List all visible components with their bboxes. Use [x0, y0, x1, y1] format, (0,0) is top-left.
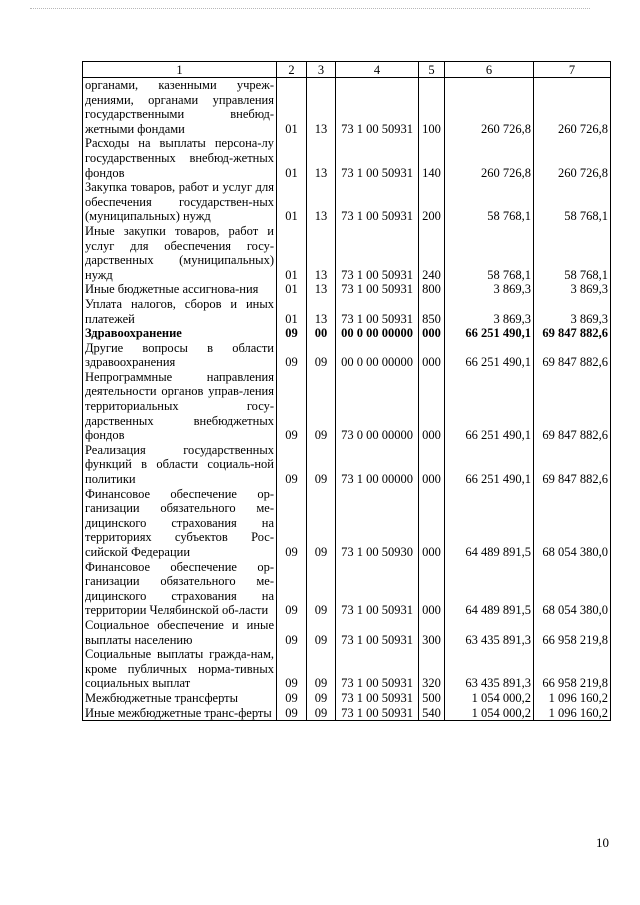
expense-type-cell: 000 — [419, 370, 445, 443]
table-row — [83, 487, 611, 560]
subsection-code-cell: 13 — [307, 297, 336, 326]
amount-year-2-cell: 58 768,1 — [534, 224, 611, 282]
expense-type-cell: 200 — [419, 180, 445, 224]
section-code-cell: 01 — [277, 297, 307, 326]
target-article-cell: 73 1 00 50931 — [336, 297, 419, 326]
table-row — [83, 180, 611, 224]
expense-type-cell: 800 — [419, 282, 445, 297]
row-name-cell: Здравоохранение — [83, 326, 277, 341]
row-name-cell: Другие вопросы в области здравоохранения — [83, 341, 277, 370]
row-name-cell: Социальные выплаты гражда-нам, кроме публичных норма-тивных социальных выплат — [83, 647, 277, 691]
subsection-code-cell: 09 — [307, 691, 336, 706]
table-header-row — [83, 62, 611, 78]
target-article-cell: 73 1 00 00000 — [336, 443, 419, 487]
column-header-4: 4 — [336, 62, 419, 78]
subsection-code-cell: 09 — [307, 487, 336, 560]
section-code-cell: 09 — [277, 647, 307, 691]
table-row — [83, 282, 611, 297]
row-name-cell: Непрограммные направления деятельности органов управ-ления территориальных госу-дарственных внебюджетных фондов — [83, 370, 277, 443]
target-article-cell: 73 0 00 00000 — [336, 370, 419, 443]
amount-year-1-cell: 66 251 490,1 — [445, 443, 534, 487]
table-row — [83, 297, 611, 326]
subsection-code-cell: 00 — [307, 326, 336, 341]
expense-type-cell: 000 — [419, 487, 445, 560]
table-body — [83, 78, 611, 721]
target-article-cell: 73 1 00 50930 — [336, 487, 419, 560]
amount-year-2-cell: 69 847 882,6 — [534, 341, 611, 370]
amount-year-1-cell: 64 489 891,5 — [445, 560, 534, 618]
subsection-code-cell: 09 — [307, 341, 336, 370]
amount-year-2-cell: 260 726,8 — [534, 78, 611, 137]
amount-year-2-cell: 1 096 160,2 — [534, 691, 611, 706]
target-article-cell: 00 0 00 00000 — [336, 341, 419, 370]
section-code-cell: 09 — [277, 341, 307, 370]
amount-year-1-cell: 66 251 490,1 — [445, 326, 534, 341]
amount-year-2-cell: 69 847 882,6 — [534, 443, 611, 487]
section-code-cell: 01 — [277, 282, 307, 297]
amount-year-1-cell: 1 054 000,2 — [445, 691, 534, 706]
subsection-code-cell: 09 — [307, 706, 336, 721]
amount-year-1-cell: 260 726,8 — [445, 136, 534, 180]
subsection-code-cell: 13 — [307, 224, 336, 282]
table-row — [83, 647, 611, 691]
expense-type-cell: 540 — [419, 706, 445, 721]
amount-year-2-cell: 69 847 882,6 — [534, 370, 611, 443]
column-header-5: 5 — [419, 62, 445, 78]
amount-year-1-cell: 64 489 891,5 — [445, 487, 534, 560]
row-name-cell: Иные закупки товаров, работ и услуг для обеспечения госу-дарственных (муниципальных) нужд — [83, 224, 277, 282]
subsection-code-cell: 09 — [307, 560, 336, 618]
section-code-cell: 09 — [277, 618, 307, 647]
row-name-cell: Расходы на выплаты персона-лу государственных внебюд-жетных фондов — [83, 136, 277, 180]
table-row — [83, 224, 611, 282]
scan-artifact-line — [30, 8, 590, 12]
target-article-cell: 73 1 00 50931 — [336, 691, 419, 706]
subsection-code-cell: 09 — [307, 647, 336, 691]
amount-year-2-cell: 68 054 380,0 — [534, 560, 611, 618]
expense-type-cell: 000 — [419, 326, 445, 341]
page-number: 10 — [596, 835, 609, 850]
amount-year-2-cell: 260 726,8 — [534, 136, 611, 180]
expense-type-cell: 000 — [419, 341, 445, 370]
column-header-6: 6 — [445, 62, 534, 78]
table-row — [83, 326, 611, 341]
expense-type-cell: 000 — [419, 443, 445, 487]
amount-year-1-cell: 58 768,1 — [445, 180, 534, 224]
subsection-code-cell: 09 — [307, 618, 336, 647]
section-code-cell: 09 — [277, 691, 307, 706]
row-name-cell: Закупка товаров, работ и услуг для обеспечения государствен-ных (муниципальных) нужд — [83, 180, 277, 224]
subsection-code-cell: 13 — [307, 282, 336, 297]
target-article-cell: 73 1 00 50931 — [336, 706, 419, 721]
row-name-cell: органами, казенными учреж-дениями, органами управления государственными внебюд-жетными фондами — [83, 78, 277, 137]
section-code-cell: 09 — [277, 560, 307, 618]
amount-year-2-cell: 66 958 219,8 — [534, 618, 611, 647]
amount-year-1-cell: 3 869,3 — [445, 282, 534, 297]
expense-type-cell: 300 — [419, 618, 445, 647]
amount-year-1-cell: 66 251 490,1 — [445, 370, 534, 443]
table-row — [83, 706, 611, 721]
table-row — [83, 78, 611, 137]
amount-year-1-cell: 58 768,1 — [445, 224, 534, 282]
subsection-code-cell: 13 — [307, 136, 336, 180]
section-code-cell: 09 — [277, 443, 307, 487]
target-article-cell: 73 1 00 50931 — [336, 180, 419, 224]
section-code-cell: 09 — [277, 370, 307, 443]
subsection-code-cell: 13 — [307, 78, 336, 137]
column-header-3: 3 — [307, 62, 336, 78]
target-article-cell: 73 1 00 50931 — [336, 136, 419, 180]
section-code-cell: 09 — [277, 706, 307, 721]
row-name-cell: Иные бюджетные ассигнова-ния — [83, 282, 277, 297]
column-header-1: 1 — [83, 62, 277, 78]
target-article-cell: 73 1 00 50931 — [336, 282, 419, 297]
subsection-code-cell: 09 — [307, 370, 336, 443]
expense-type-cell: 000 — [419, 560, 445, 618]
amount-year-1-cell: 63 435 891,3 — [445, 618, 534, 647]
subsection-code-cell: 09 — [307, 443, 336, 487]
subsection-code-cell: 13 — [307, 180, 336, 224]
amount-year-2-cell: 58 768,1 — [534, 180, 611, 224]
amount-year-2-cell: 3 869,3 — [534, 282, 611, 297]
amount-year-2-cell: 3 869,3 — [534, 297, 611, 326]
row-name-cell: Иные межбюджетные транс-ферты — [83, 706, 277, 721]
table-row — [83, 618, 611, 647]
row-name-cell: Финансовое обеспечение ор-ганизации обязательного ме-дицинского страхования на территории Челябинской об-ласти — [83, 560, 277, 618]
target-article-cell: 00 0 00 00000 — [336, 326, 419, 341]
target-article-cell: 73 1 00 50931 — [336, 224, 419, 282]
amount-year-1-cell: 260 726,8 — [445, 78, 534, 137]
table-row — [83, 691, 611, 706]
target-article-cell: 73 1 00 50931 — [336, 618, 419, 647]
amount-year-1-cell: 3 869,3 — [445, 297, 534, 326]
expense-type-cell: 240 — [419, 224, 445, 282]
expense-type-cell: 850 — [419, 297, 445, 326]
row-name-cell: Финансовое обеспечение ор-ганизации обязательного ме-дицинского страхования на территориях субъектов Рос-сийской Федерации — [83, 487, 277, 560]
amount-year-2-cell: 69 847 882,6 — [534, 326, 611, 341]
amount-year-2-cell: 68 054 380,0 — [534, 487, 611, 560]
target-article-cell: 73 1 00 50931 — [336, 78, 419, 137]
section-code-cell: 01 — [277, 224, 307, 282]
table-row — [83, 370, 611, 443]
row-name-cell: Уплата налогов, сборов и иных платежей — [83, 297, 277, 326]
table-row — [83, 443, 611, 487]
section-code-cell: 09 — [277, 326, 307, 341]
amount-year-1-cell: 1 054 000,2 — [445, 706, 534, 721]
amount-year-1-cell: 66 251 490,1 — [445, 341, 534, 370]
row-name-cell: Социальное обеспечение и иные выплаты населению — [83, 618, 277, 647]
row-name-cell: Реализация государственных функций в области социаль-ной политики — [83, 443, 277, 487]
row-name-cell: Межбюджетные трансферты — [83, 691, 277, 706]
target-article-cell: 73 1 00 50931 — [336, 560, 419, 618]
section-code-cell: 01 — [277, 180, 307, 224]
table-row — [83, 560, 611, 618]
section-code-cell: 09 — [277, 487, 307, 560]
section-code-cell: 01 — [277, 78, 307, 137]
amount-year-1-cell: 63 435 891,3 — [445, 647, 534, 691]
section-code-cell: 01 — [277, 136, 307, 180]
table-row — [83, 136, 611, 180]
expense-type-cell: 100 — [419, 78, 445, 137]
expense-type-cell: 500 — [419, 691, 445, 706]
column-header-7: 7 — [534, 62, 611, 78]
amount-year-2-cell: 1 096 160,2 — [534, 706, 611, 721]
table-row — [83, 341, 611, 370]
budget-table — [82, 61, 611, 721]
amount-year-2-cell: 66 958 219,8 — [534, 647, 611, 691]
expense-type-cell: 320 — [419, 647, 445, 691]
expense-type-cell: 140 — [419, 136, 445, 180]
target-article-cell: 73 1 00 50931 — [336, 647, 419, 691]
column-header-2: 2 — [277, 62, 307, 78]
